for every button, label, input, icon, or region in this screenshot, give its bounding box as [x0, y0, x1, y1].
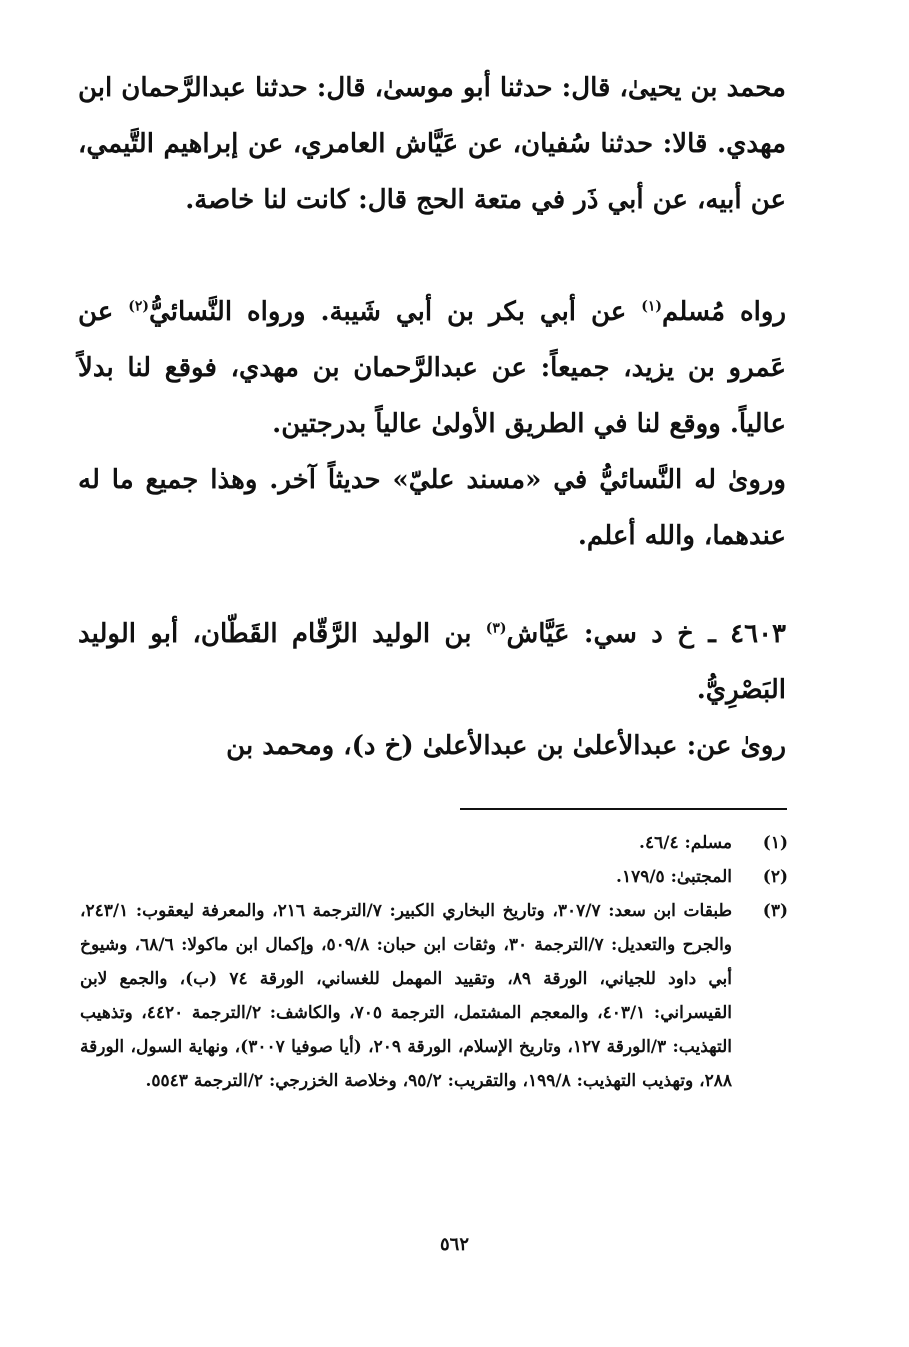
- page-number: ٥٦٢: [439, 1234, 469, 1255]
- takhrij-text-1: رواه مُسلم: [662, 297, 786, 327]
- footnote-marker-3[interactable]: (٣): [485, 620, 507, 637]
- entry-text-1: ٤٦٠٣ ـ خ د سي: عَيَّاش: [506, 619, 787, 649]
- footnote-1: [80, 826, 788, 860]
- entry-heading: [78, 606, 786, 718]
- note-paragraph: [78, 452, 786, 564]
- footnote-divider: [460, 808, 787, 810]
- hadith-paragraph: [78, 60, 786, 228]
- entry-text-2: بن الوليد الرَّقّام القَطّان، أبو الوليد البَصْرِيُّ.: [78, 619, 786, 705]
- footnote-text: طبقات ابن سعد: ٣٠٧/٧، وتاريخ البخاري الكبير: ٧/الترجمة ٢١٦، والمعرفة ليعقوب: ٢٤٣/١، والجرح والتعديل: ٧/الترجمة ٣٠، وثقات ابن حبان: ٥٠٩/٨، وإكمال ابن ماكولا: ٦٨/٦، وشيوخ أبي داود للجياني، الورقة ٨٩، وتقييد المهمل للغساني، الورقة ٧٤ (ب)، والجمع لابن القيسراني: ٤٠٣/١، والمعجم المشتمل، الترجمة ٧٠٥، والكاشف: ٢/الترجمة ٤٤٢٠، وتذهيب التهذيب: ٣/الورقة ١٢٧، وتاريخ الإسلام، الورقة ٢٠٩، (أيا صوفيا ٣٠٠٧)، ونهاية السول، الورقة ٢٨٨، وتهذيب التهذيب: ١٩٩/٨، والتقريب: ٩٥/٢، وخلاصة الخزرجي: ٢/الترجمة ٥٥٤٣.: [80, 901, 733, 1091]
- footnote-text: مسلم: ٤٦/٤.: [639, 833, 732, 853]
- takhrij-paragraph: [78, 284, 786, 452]
- footnote-marker-2[interactable]: (٢): [128, 298, 150, 315]
- footnote-number: (٣): [762, 901, 788, 921]
- narrators-paragraph: [78, 718, 786, 774]
- hadith-text: محمد بن يحيىٰ، قال: حدثنا أبو موسىٰ، قال: حدثنا عبدالرَّحمان ابن مهدي. قالا: حدثنا سُفيان، عن عَيَّاش العامري، عن إبراهيم التَّيمي، عن أبيه، عن أبي ذَر في متعة الحج قال: كانت لنا خاصة.: [78, 73, 786, 215]
- footnote-marker-1[interactable]: (١): [641, 298, 663, 315]
- footnote-3: [80, 894, 788, 1098]
- footnotes-section: [80, 826, 788, 1098]
- footnote-number: (٢): [762, 867, 788, 887]
- narrators-text: روىٰ عن: عبدالأعلىٰ بن عبدالأعلىٰ (خ د)، ومحمد بن: [226, 731, 786, 761]
- note-text: وروىٰ له النَّسائيُّ في «مسند عليّ» حديثاً آخر. وهذا جميع ما له عندهما، والله أعلم.: [78, 465, 786, 551]
- takhrij-text-2: عن أبي بكر بن أبي شَيبة. ورواه النَّسائيُّ: [149, 297, 642, 327]
- footnote-number: (١): [762, 833, 788, 853]
- footnote-2: [80, 860, 788, 894]
- footnote-text: المجتبىٰ: ١٧٩/٥.: [616, 867, 732, 887]
- takhrij-text-3: عن عَمرو بن يزيد، جميعاً: عن عبدالرَّحمان بن مهدي، فوقع لنا بدلاً عالياً. ووقع لنا في الطريق الأولىٰ عالياً بدرجتين.: [78, 297, 786, 439]
